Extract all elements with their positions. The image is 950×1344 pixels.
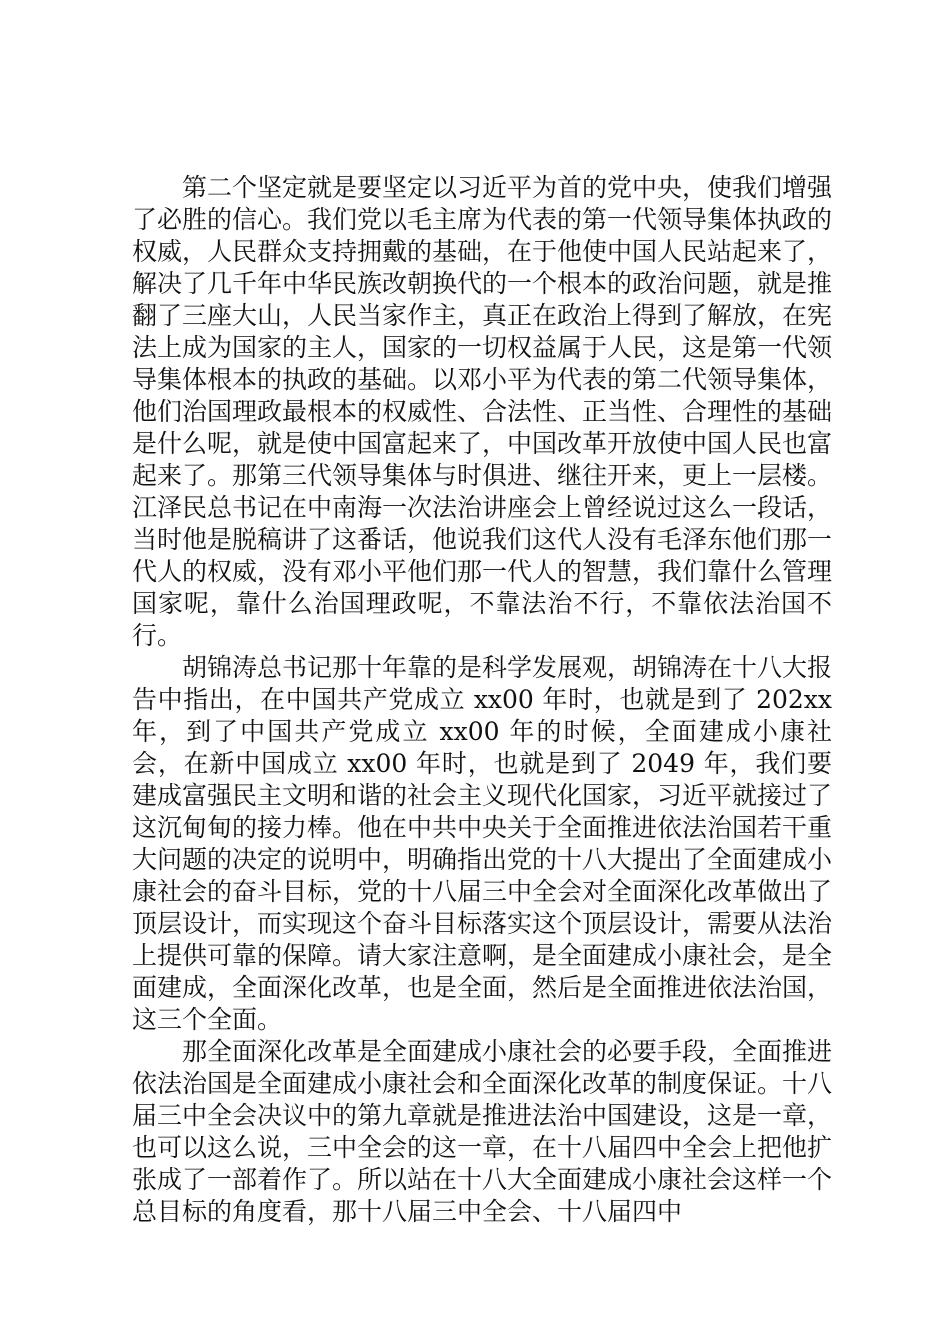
document-body [132,172,832,1228]
paragraph-1: 第二个坚定就是要坚定以习近平为首的党中央，使我们增强了必胜的信心。我们党以毛主席为代表的第一代领导集体执政的权威，人民群众支持拥戴的基础，在于他使中国人民站起来了，解决了几千年中华民族改朝换代的一个根本的政治问题，就是推翻了三座大山，人民当家作主，真正在政治上得到了解放，在宪法上成为国家的主人，国家的一切权益属于人民，这是第一代领导集体根本的执政的基础。以邓小平为代表的第二代领导集体，他们治国理政最根本的权威性、合法性、正当性、合理性的基础是什么呢，就是使中国富起来了，中国改革开放使中国人民也富起来了。那第三代领导集体与时俱进、继往开来，更上一层楼。江泽民总书记在中南海一次法治讲座会上曾经说过这么一段话，当时他是脱稿讲了这番话，他说我们这代人没有毛泽东他们那一代人的权威，没有邓小平他们那一代人的智慧，我们靠什么管理国家呢，靠什么治国理政呢，不靠法治不行，不靠依法治国不行。 [132,173,833,650]
paragraph-2: 胡锦涛总书记那十年靠的是科学发展观，胡锦涛在十八大报告中指出，在中国共产党成立 xx00 年时，也就是到了 202xx 年，到了中国共产党成立 xx00 年的时候，全面建成小康社会，在新中国成立 xx00 年时，也就是到了 2049 年，我们要建成富强民主文明和谐的社会主义现代化国家，习近平就接过了这沉甸甸的接力棒。他在中共中央关于全面推进依法治国若干重大问题的决定的说明中，明确指出党的十八大提出了全面建成小康社会的奋斗目标，党的十八届三中全会对全面深化改革做出了顶层设计，而实现这个奋斗目标落实这个顶层设计，需要从法治上提供可靠的保障。请大家注意啊，是全面建成小康社会，是全面建成，全面深化改革，也是全面，然后是全面推进依法治国，这三个全面。 [132,653,833,1034]
paragraph-3: 那全面深化改革是全面建成小康社会的必要手段，全面推进依法治国是全面建成小康社会和全面深化改革的制度保证。十八届三中全会决议中的第九章就是推进法治中国建设，这是一章，也可以这么说，三中全会的这一章，在十八届四中全会上把他扩张成了一部着作了。所以站在十八大全面建成小康社会这样一个总目标的角度看，那十八届三中全会、十八届四中 [132,1037,833,1226]
